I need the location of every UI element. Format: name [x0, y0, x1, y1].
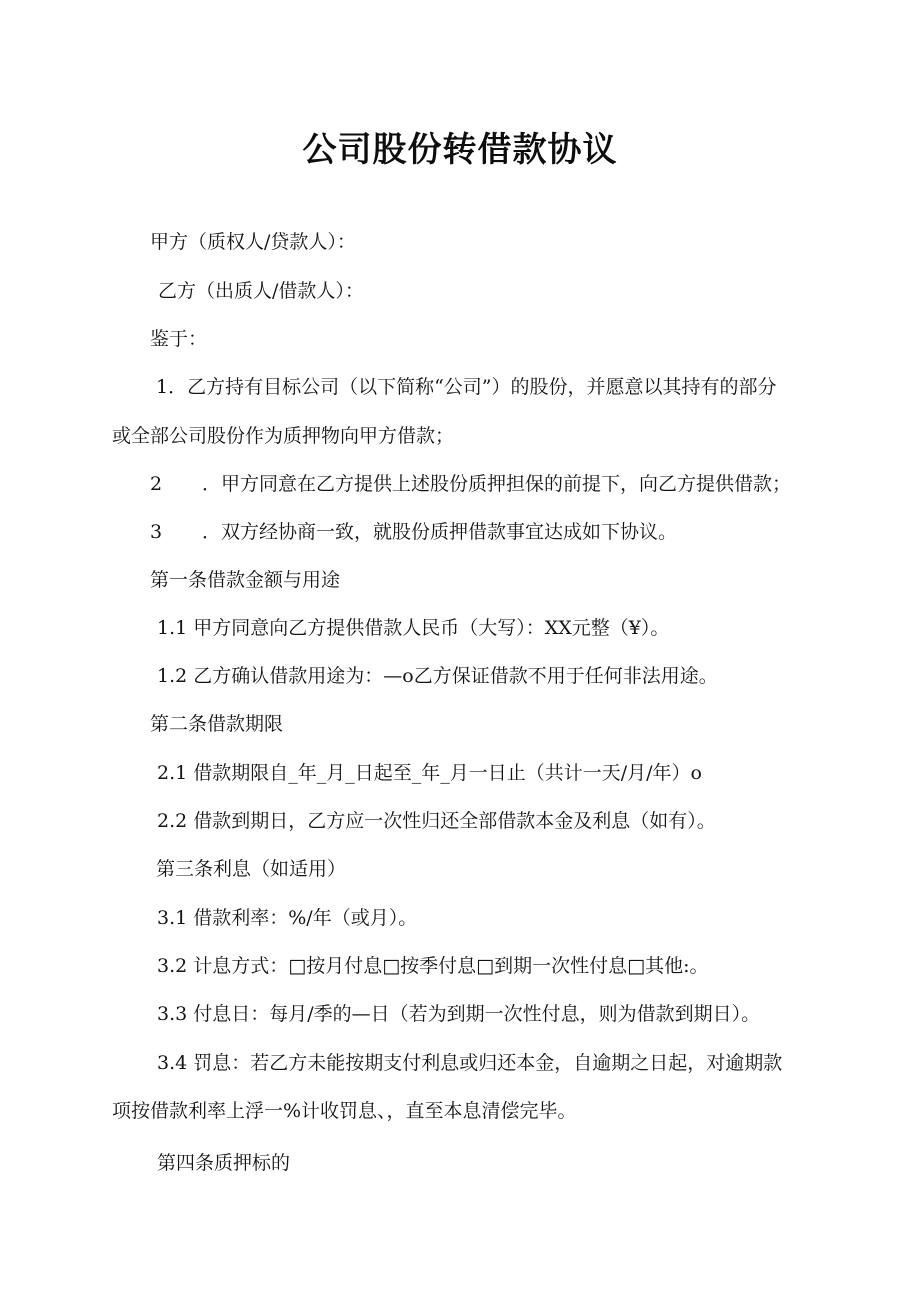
clause-3-4-line-1: 3.4 罚息：若乙方未能按期支付利息或归还本金，自逾期之日起，对逾期款 [157, 1052, 783, 1074]
clause-3-1: 3.1 借款利率：%/年（或月）。 [157, 907, 418, 929]
whereas-item-1-line-1: 1．乙方持有目标公司（以下简称“公司”）的股份，并愿意以其持有的部分 [156, 376, 777, 398]
whereas-heading: 鉴于： [150, 328, 208, 350]
party-b-line: 乙方（出质人/借款人）： [158, 280, 364, 302]
whereas-item-3-number: 3 [150, 521, 163, 543]
clause-3-2: 3.2 计息方式：□按月付息□按季付息□到期一次性付息□其他:。 [157, 955, 709, 977]
whereas-item-2 [150, 471, 791, 497]
clause-1-2: 1.2 乙方确认借款用途为：—o乙方保证借款不用于任何非法用途。 [157, 665, 718, 687]
article-4-heading: 第四条质押标的 [157, 1152, 291, 1174]
whereas-item-3 [150, 519, 677, 545]
whereas-item-3-text: ．双方经协商一致，就股份质押借款事宜达成如下协议。 [202, 521, 678, 543]
article-2-heading: 第二条借款期限 [150, 713, 284, 735]
clause-3-3: 3.3 付息日：每月/季的—日（若为到期一次性付息，则为借款到期日）。 [157, 1003, 761, 1025]
whereas-item-2-number: 2 [150, 473, 163, 495]
article-3-heading: 第三条利息（如适用） [156, 858, 347, 880]
whereas-item-1-line-2: 或全部公司股份作为质押物向甲方借款； [112, 425, 455, 447]
clause-2-2: 2.2 借款到期日，乙方应一次性归还全部借款本金及利息（如有）。 [157, 810, 716, 832]
article-1-heading: 第一条借款金额与用途 [150, 569, 341, 591]
clause-1-1: 1.1 甲方同意向乙方提供借款人民币（大写）：XX元整（¥）。 [157, 617, 670, 639]
clause-2-1: 2.1 借款期限自_年_月_日起至_年_月一日止（共计一天/月/年）o [157, 762, 702, 784]
party-a-line: 甲方（质权人/贷款人）： [150, 231, 356, 253]
document-title: 公司股份转借款协议 [302, 130, 618, 170]
clause-3-4-line-2: 项按借款利率上浮一%计收罚息、，直至本息清偿完毕。 [112, 1100, 577, 1122]
whereas-item-2-text: ．甲方同意在乙方提供上述股份质押担保的前提下，向乙方提供借款； [202, 473, 792, 495]
